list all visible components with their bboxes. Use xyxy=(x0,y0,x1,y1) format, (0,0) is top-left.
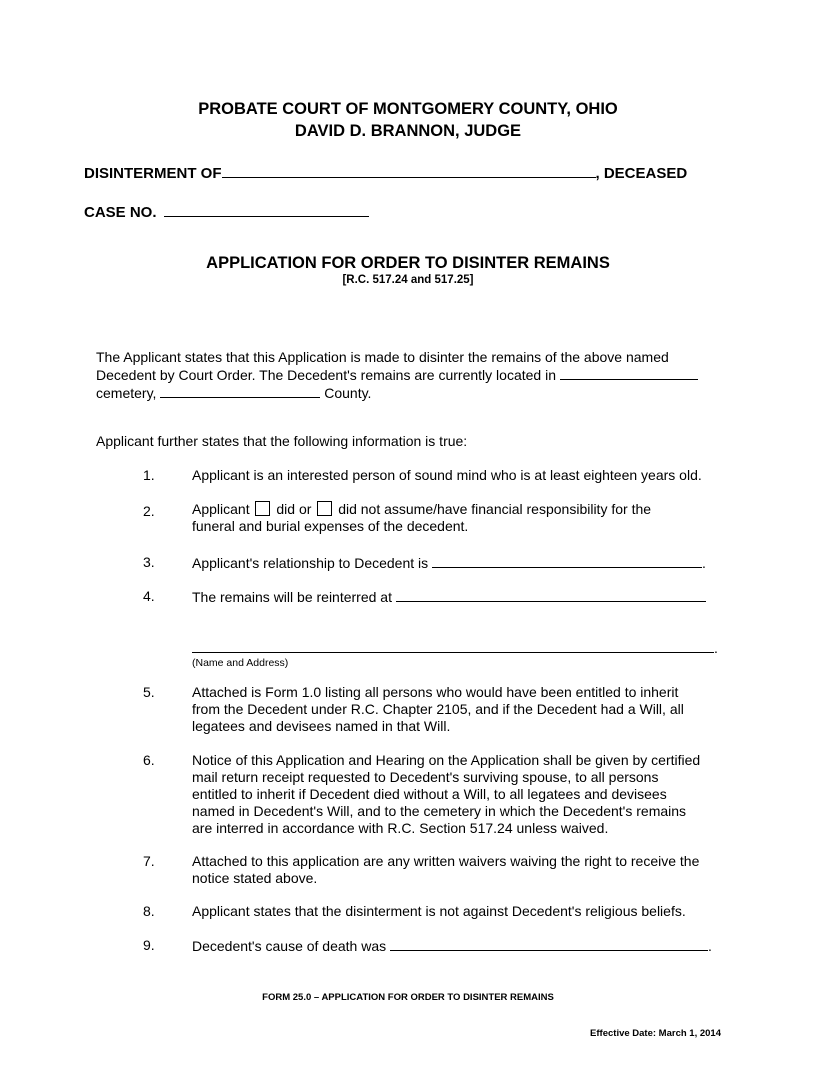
item-3-text: Applicant's relationship to Decedent is . xyxy=(192,555,706,571)
judge-name: DAVID D. BRANNON, JUDGE xyxy=(294,122,522,140)
item-5-number: 5. xyxy=(143,684,155,700)
reinterment-address-row: . xyxy=(192,639,732,657)
case-number-label: CASE NO. xyxy=(84,204,157,221)
further-statement: Applicant further states that the following information is true: xyxy=(96,433,468,449)
reinterment-location-field[interactable] xyxy=(396,588,706,602)
item-4-number: 4. xyxy=(143,588,155,604)
county-field[interactable] xyxy=(160,384,320,398)
intro-line-1: The Applicant states that this Application is made to disinter the remains of the above named xyxy=(96,349,669,365)
item-9-text: Decedent's cause of death was . xyxy=(192,938,712,954)
application-title: APPLICATION FOR ORDER TO DISINTER REMAINS xyxy=(206,254,610,272)
item-2-text: Applicant did or did not assume/have financial responsibility for the funeral and burial expenses of the decedent. xyxy=(192,501,652,534)
case-number-field[interactable] xyxy=(164,201,369,217)
statute-reference: [R.C. 517.24 and 517.25] xyxy=(342,274,474,286)
intro-paragraph xyxy=(96,349,736,402)
item-7-text: Attached to this application are any written waivers waiving the right to receive the notice stated above. xyxy=(192,853,700,886)
court-name: PROBATE COURT OF MONTGOMERY COUNTY, OHIO xyxy=(198,100,618,118)
item-7-number: 7. xyxy=(143,853,155,869)
relationship-field[interactable] xyxy=(432,554,702,568)
did-assume-checkbox[interactable] xyxy=(255,501,270,516)
item-6-text: Notice of this Application and Hearing on the Application shall be given by certified mail return receipt requested to Decedent's surviving spouse, to all persons entitled to inherit if Decedent died without a Will, to all legatees and devisees named in Decedent's Will, and to the cemetery in which the Decedent's remains are interred in accordance with R.C. Section 517.24 unless waived. xyxy=(192,752,701,836)
court-header xyxy=(0,98,816,142)
item-2-number: 2. xyxy=(143,503,155,519)
deceased-label: , DECEASED xyxy=(595,165,688,182)
decedent-name-field[interactable] xyxy=(222,162,596,178)
reinterment-address-field[interactable] xyxy=(192,639,714,653)
cemetery-name-field[interactable] xyxy=(560,366,698,380)
effective-date: Effective Date: March 1, 2014 xyxy=(590,1028,721,1039)
intro-line-2: Decedent by Court Order. The Decedent's remains are currently located in xyxy=(96,366,736,384)
did-not-assume-checkbox[interactable] xyxy=(317,501,332,516)
item-8-number: 8. xyxy=(143,903,155,919)
item-9-number: 9. xyxy=(143,937,155,953)
case-number-row xyxy=(84,201,369,221)
name-address-caption: (Name and Address) xyxy=(192,657,289,669)
item-6-number: 6. xyxy=(143,752,155,768)
form-footer: FORM 25.0 – APPLICATION FOR ORDER TO DISINTER REMAINS xyxy=(262,992,554,1003)
item-8-text: Applicant states that the disinterment is not against Decedent's religious beliefs. xyxy=(192,903,686,919)
cause-of-death-field[interactable] xyxy=(390,937,708,951)
item-3-number: 3. xyxy=(143,554,155,570)
item-1-text: Applicant is an interested person of sound mind who is at least eighteen years old. xyxy=(192,467,702,483)
intro-line-3: cemetery, County. xyxy=(96,385,372,401)
item-5-text: Attached is Form 1.0 listing all persons who would have been entitled to inherit from the Decedent under R.C. Chapter 2105, and if the Decedent had a Will, all legatees and devisees named in that Will. xyxy=(192,684,684,734)
item-4-text: The remains will be reinterred at xyxy=(192,588,732,606)
item-1-number: 1. xyxy=(143,467,155,483)
disinterment-label: DISINTERMENT OF xyxy=(84,165,222,182)
disinterment-caption xyxy=(84,162,724,182)
